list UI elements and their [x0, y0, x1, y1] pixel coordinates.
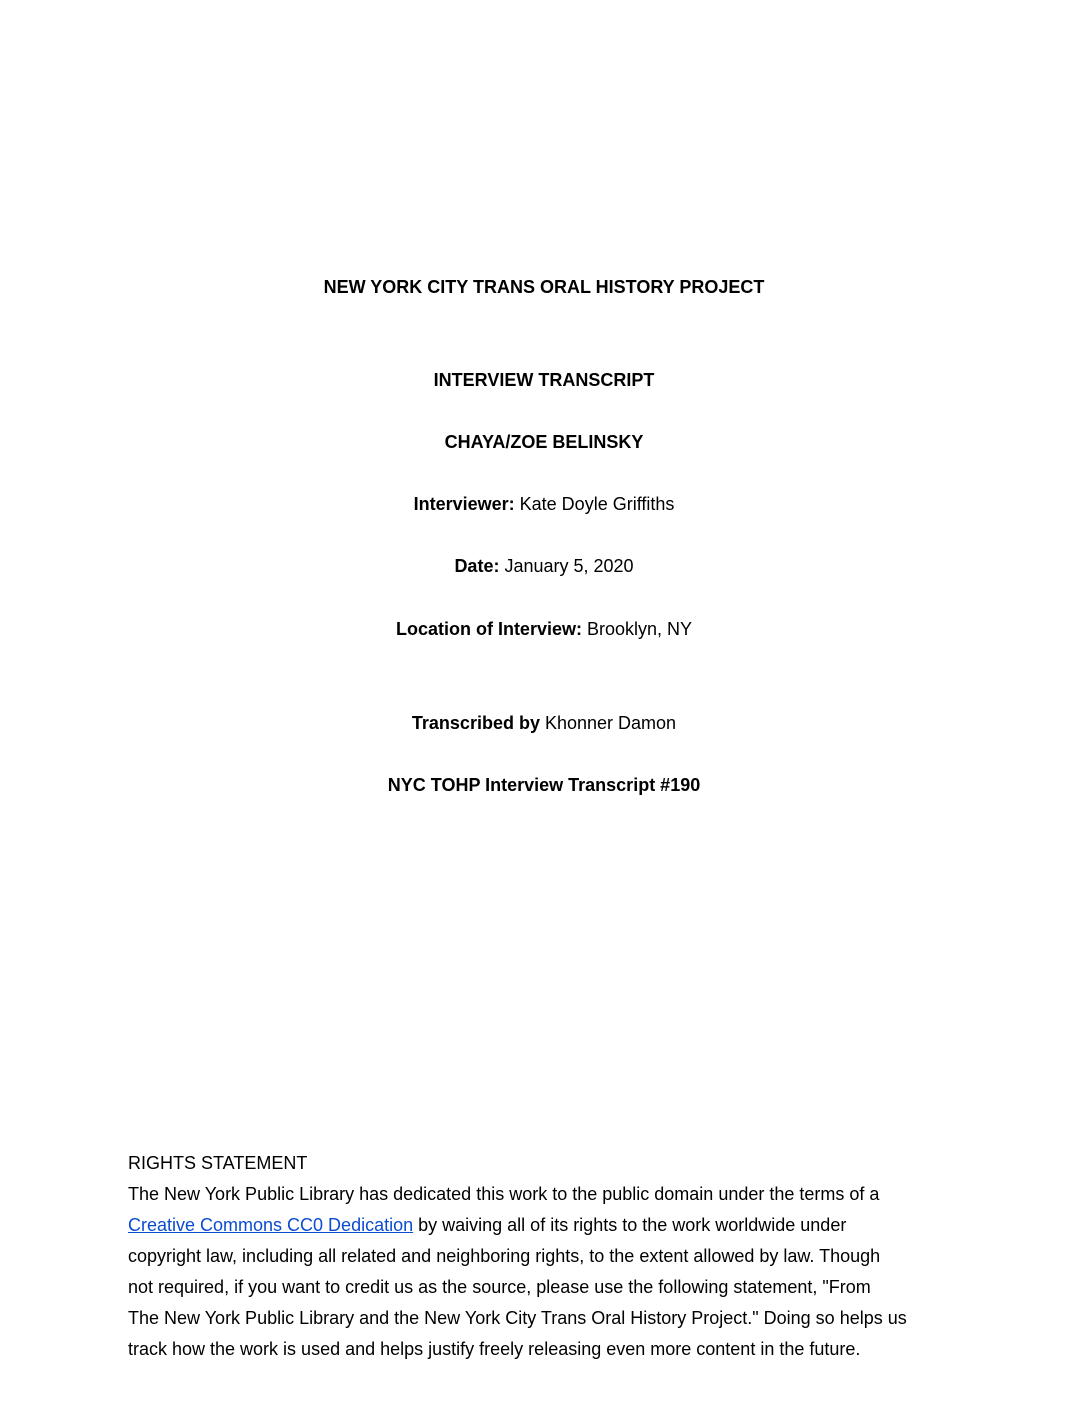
transcript-number: NYC TOHP Interview Transcript #190 — [387, 775, 701, 795]
narrator-name: CHAYA/ZOE BELINSKY — [444, 432, 644, 452]
rights-text-line-3: copyright law, including all related and neighboring rights, to the extent allowed by law. Though — [128, 1246, 881, 1266]
location-label: Location of Interview: — [395, 619, 582, 639]
date-value: January 5, 2020 — [504, 556, 634, 576]
interviewer-value: Kate Doyle Griffiths — [519, 494, 675, 514]
transcriber-label: Transcribed by — [411, 713, 540, 733]
cc0-dedication-link[interactable]: Creative Commons CC0 Dedication — [128, 1215, 414, 1235]
rights-text-line-1: The New York Public Library has dedicated this work to the public domain under the terms of a — [128, 1184, 880, 1204]
transcriber-line — [0, 712, 1088, 734]
rights-text-line-4: not required, if you want to credit us as the source, please use the following statement, "From — [128, 1277, 871, 1297]
transcriber-value: Khonner Damon — [544, 713, 677, 733]
project-title: NEW YORK CITY TRANS ORAL HISTORY PROJECT — [323, 277, 765, 297]
interviewer-line — [0, 493, 1088, 515]
rights-statement — [128, 1148, 968, 1365]
rights-heading: RIGHTS STATEMENT — [128, 1153, 308, 1173]
date-label: Date: — [454, 556, 500, 576]
rights-text-line-5: The New York Public Library and the New York City Trans Oral History Project." Doing so helps us — [128, 1308, 907, 1328]
rights-text-line-2 — [128, 1210, 968, 1241]
rights-text-line-2-rest: by waiving all of its rights to the work worldwide under — [418, 1215, 847, 1235]
rights-text-line-6: track how the work is used and helps justify freely releasing even more content in the future. — [128, 1339, 861, 1359]
date-line — [0, 555, 1088, 577]
transcript-heading: INTERVIEW TRANSCRIPT — [433, 370, 655, 390]
location-value: Brooklyn, NY — [586, 619, 693, 639]
interviewer-label: Interviewer: — [413, 494, 515, 514]
location-line — [0, 618, 1088, 640]
